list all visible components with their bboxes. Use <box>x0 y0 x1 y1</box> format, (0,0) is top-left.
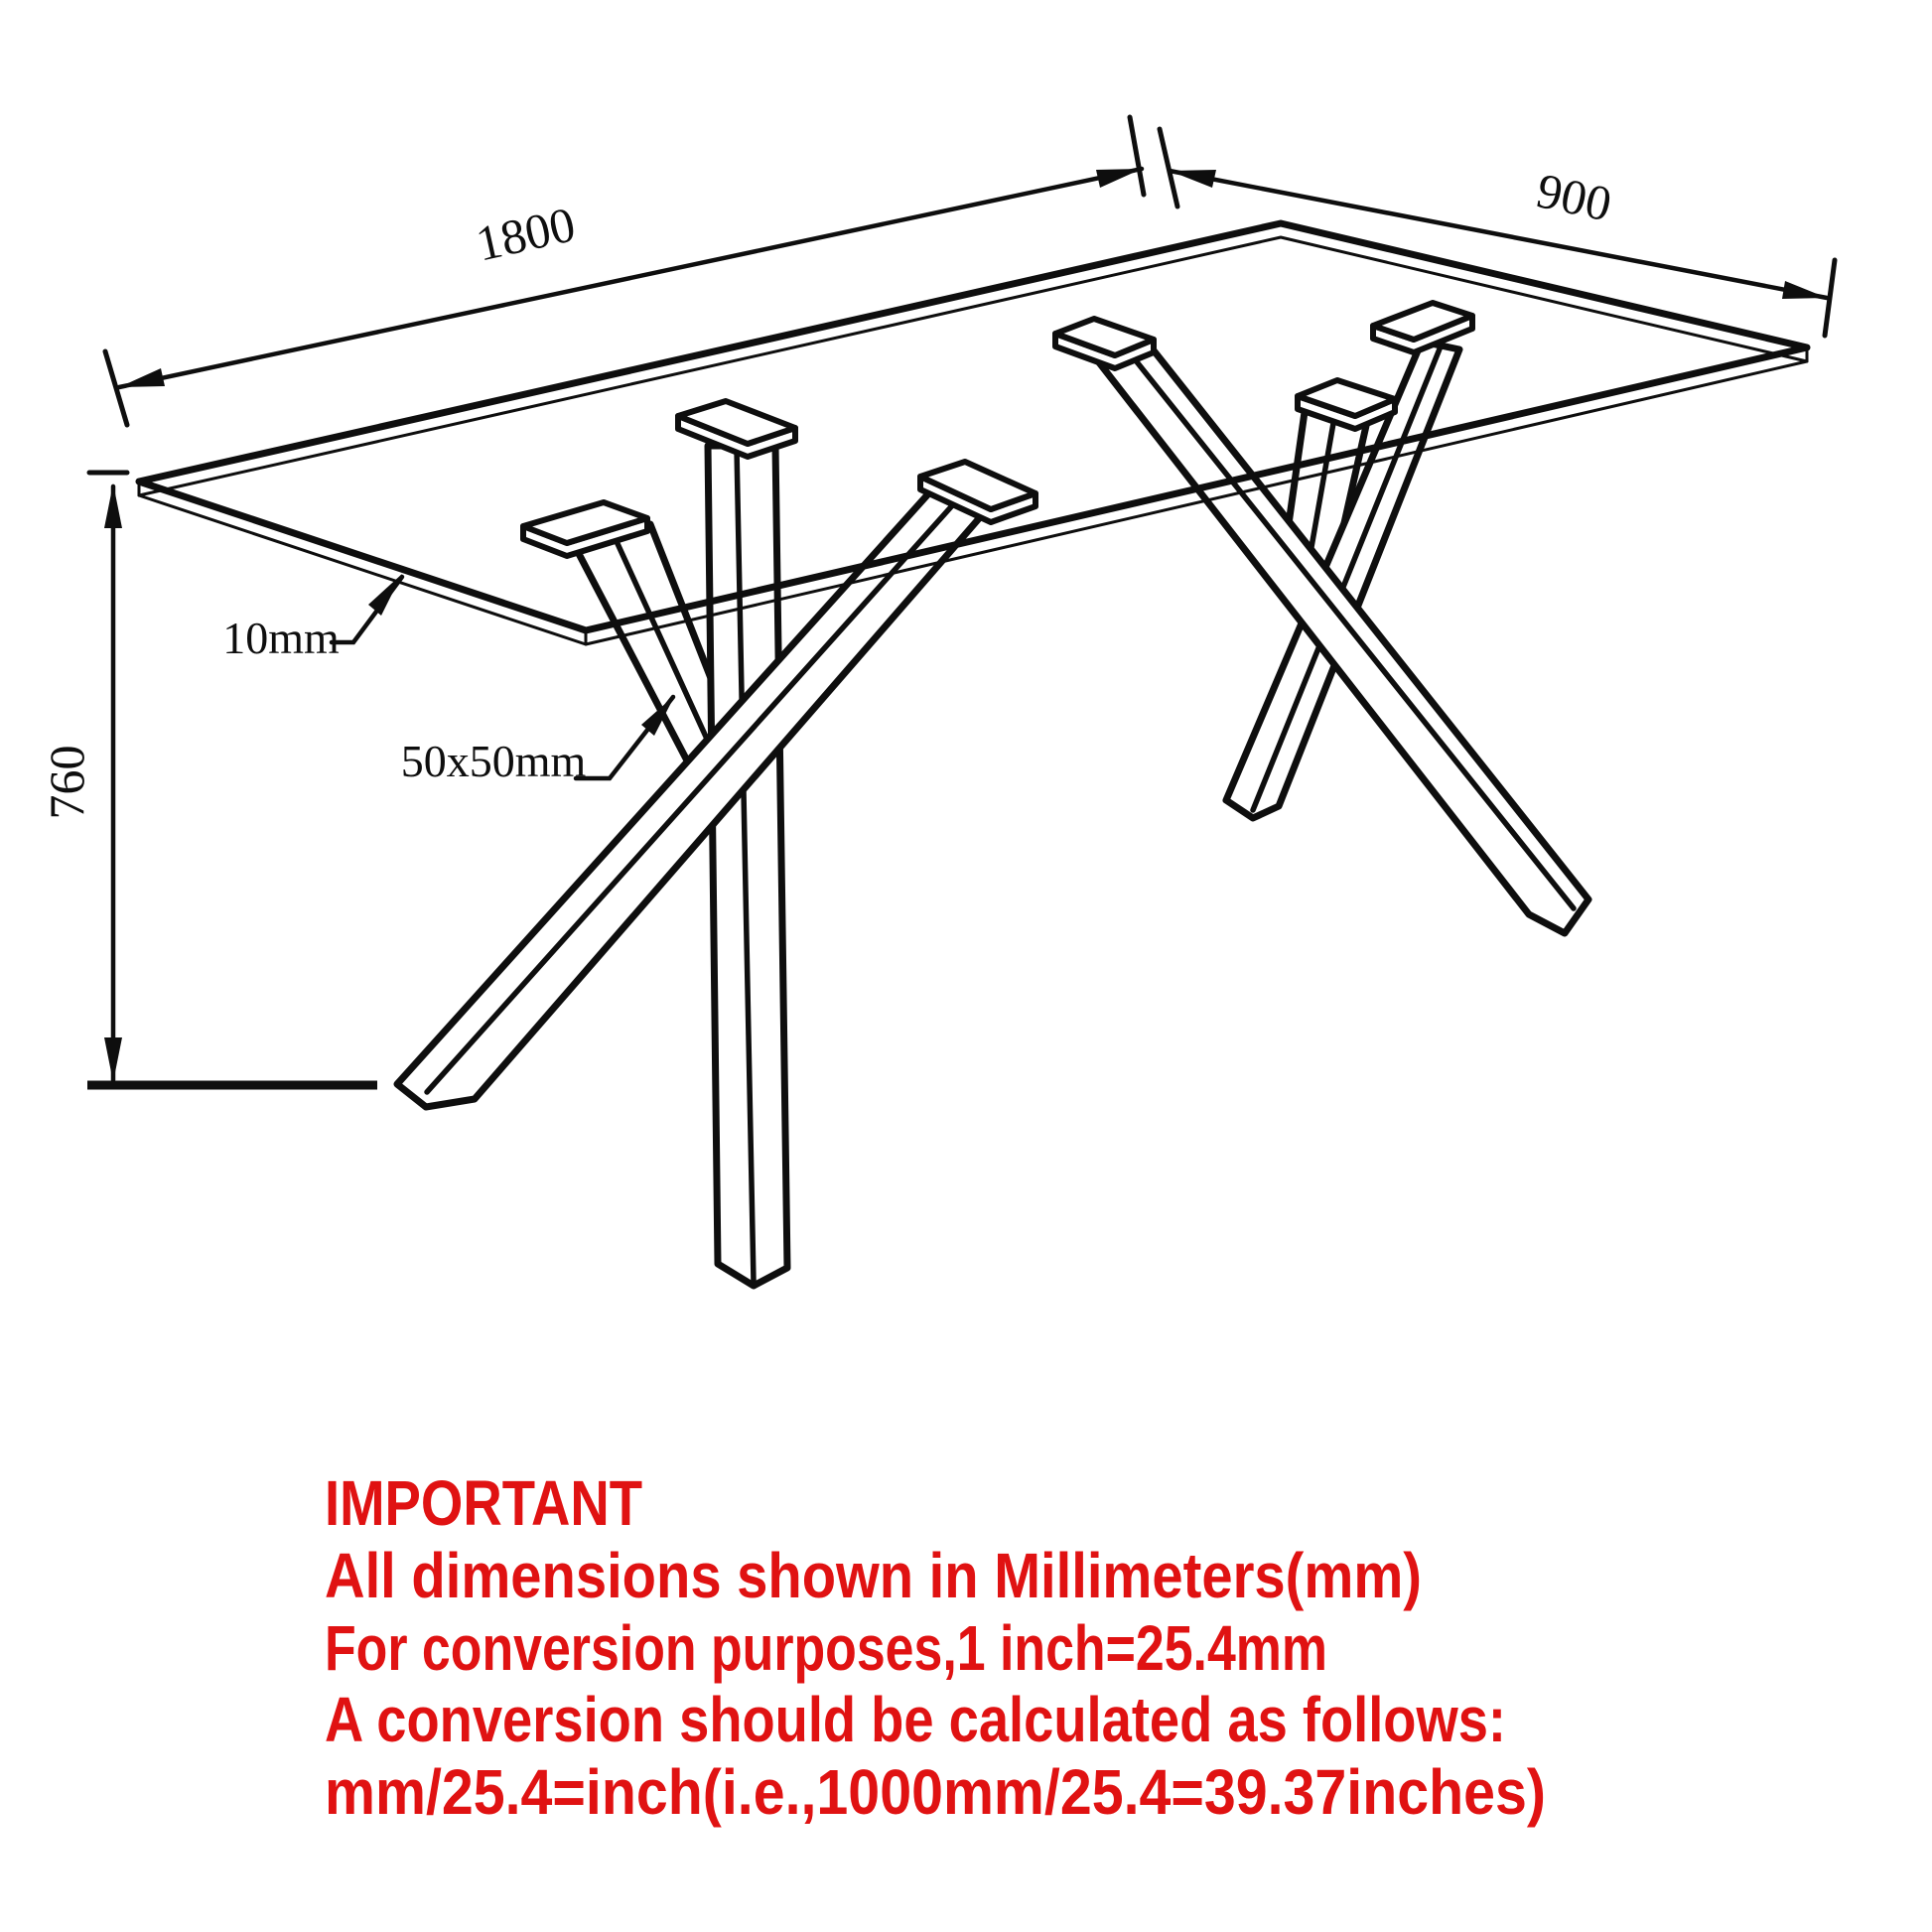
callout-glass-thickness <box>222 574 402 663</box>
dimension-height-760 <box>39 473 377 1085</box>
glass-top <box>139 223 1807 644</box>
glass-thickness-label: 10mm <box>222 613 340 663</box>
dimension-width-900 <box>1160 129 1835 336</box>
left-long-leg-edge <box>427 502 955 1092</box>
dim-length-label: 1800 <box>471 196 581 272</box>
important-note <box>325 1467 1546 1828</box>
dim-height-label: 760 <box>39 745 94 820</box>
glass-bottom-edge <box>139 237 1807 644</box>
note-line-2: All dimensions shown in Millimeters(mm) <box>325 1540 1422 1611</box>
callout-leg-profile <box>401 695 675 786</box>
note-line-3: For conversion purposes,1 inch=25.4mm <box>325 1612 1327 1684</box>
dimension-length-1800 <box>105 117 1144 425</box>
leg-assembly-right <box>1055 303 1588 933</box>
note-line-5: mm/25.4=inch(i.e.,1000mm/25.4=39.37inches) <box>325 1756 1546 1828</box>
dim-width-label: 900 <box>1532 162 1617 232</box>
leg-profile-label: 50x50mm <box>400 736 587 786</box>
leg-assembly-left <box>397 401 1035 1286</box>
note-line-1: IMPORTANT <box>325 1467 642 1539</box>
glass-top-edge <box>139 223 1807 630</box>
note-line-4: A conversion should be calculated as follows: <box>325 1684 1506 1755</box>
